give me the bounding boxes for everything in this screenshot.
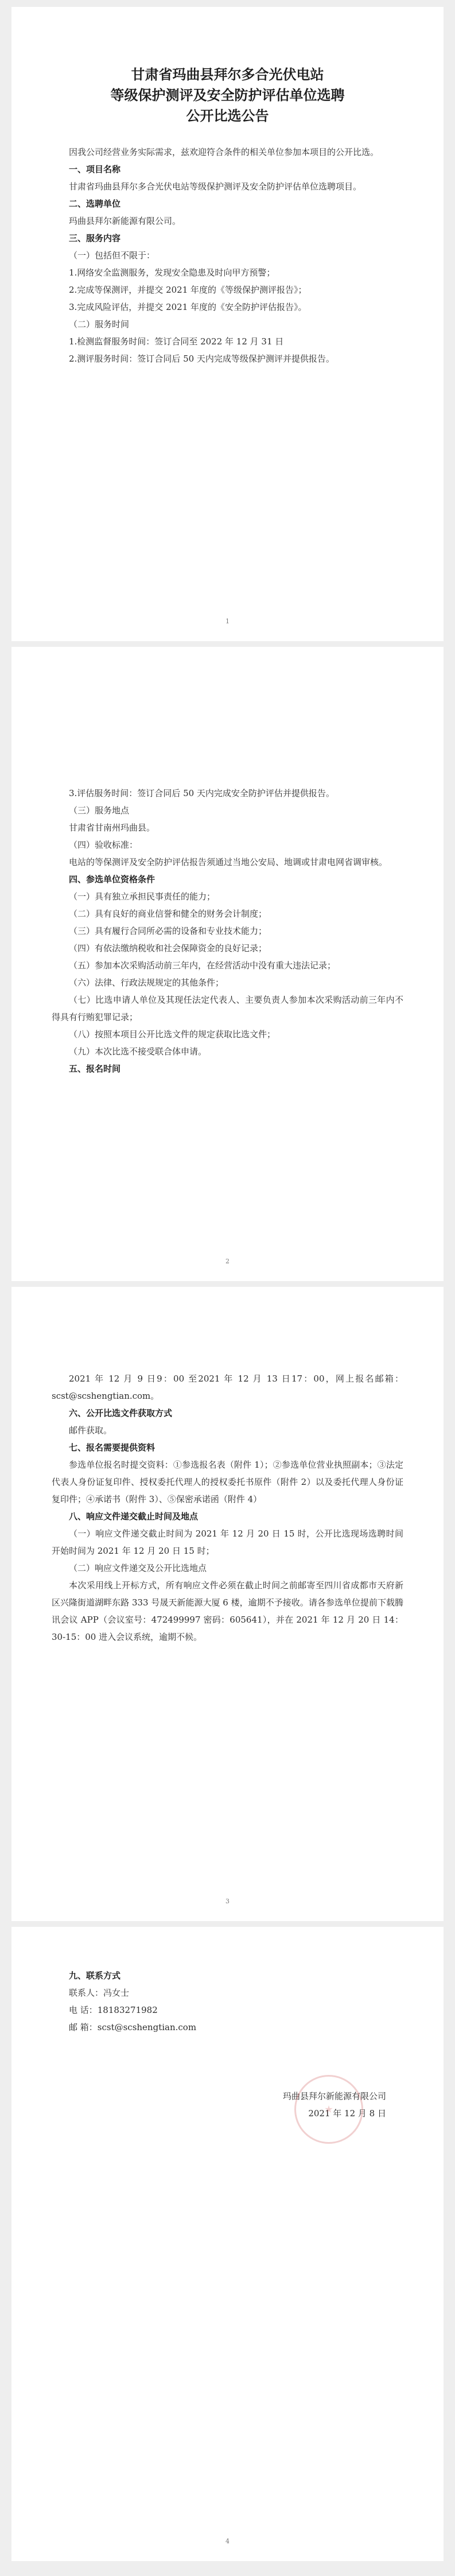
section-heading: 五、报名时间	[69, 1064, 121, 1074]
paragraph: 2.测评服务时间：签订合同后 50 天内完成等级保护测评并提供报告。	[69, 354, 335, 364]
signature-company: 玛曲县拜尔新能源有限公司	[282, 2091, 386, 2101]
contact-email: 邮 箱：scst@scshengtian.com	[69, 2022, 197, 2032]
paragraph: （九）本次比选不接受联合体申请。	[69, 1046, 207, 1057]
page-3-body	[52, 1370, 403, 1646]
page-number: 4	[225, 2538, 230, 2545]
document-page-4	[11, 1927, 444, 2561]
paragraph: （一）具有独立承担民事责任的能力；	[69, 891, 216, 902]
contact-heading: 九、联系方式	[69, 1970, 121, 1981]
paragraph: （三）具有履行合同所必需的设备和专业技术能力；	[69, 926, 267, 936]
document-page-1	[11, 7, 444, 641]
page-number: 3	[225, 1898, 230, 1905]
section-heading: 四、参选单位资格条件	[69, 874, 155, 884]
paragraph: （四）验收标准：	[69, 840, 138, 850]
paragraph: （一）包括但不限于：	[69, 250, 155, 261]
paragraph: 因我公司经营业务实际需求，兹欢迎符合条件的相关单位参加本项目的公开比选。	[69, 147, 379, 157]
paragraph: （四）有依法缴纳税收和社会保障资金的良好记录；	[69, 943, 267, 953]
paragraph: 3.完成风险评估，并提交 2021 年度的《安全防护评估报告》。	[69, 302, 307, 312]
title-line: 等级保护测评及安全防护评估单位选聘	[110, 87, 345, 103]
contact-person: 联系人：冯女士	[69, 1988, 130, 1998]
title-line: 甘肃省玛曲县拜尔多合光伏电站	[131, 66, 324, 83]
section-heading: 三、服务内容	[69, 233, 121, 243]
paragraph: （七）比选申请人单位及其现任法定代表人、主要负责人参加本次采购活动前三年内不得具有行贿犯罪记录；	[52, 995, 403, 1022]
paragraph: （二）服务时间	[69, 319, 130, 329]
paragraph: （二）响应文件递交及公开比选地点	[69, 1563, 207, 1573]
signature-date: 2021 年 12 月 8 日	[308, 2108, 386, 2119]
section-heading: 七、报名需要提供资料	[69, 1442, 155, 1453]
section-heading: 六、公开比选文件获取方式	[69, 1408, 173, 1418]
paragraph: （六）法律、行政法规规定的其他条件；	[69, 977, 224, 988]
paragraph: 参选单位报名时提交资料：①参选报名表（附件 1）；②参选单位营业执照副本；③法定代表人身份证复印件、授权委托代理人的授权委托书原件（附件 2）以及委托代理人身份证复印件；④承诺书（附件 3）、⑤保密承诺函（附件 4）	[52, 1460, 403, 1504]
paragraph: 1.检测监督服务时间：签订合同至 2022 年 12 月 31 日	[69, 336, 284, 347]
paragraph: 电站的等保测评及安全防护评估报告须通过当地公安局、地调或甘肃电网省调审核。	[69, 857, 388, 867]
page-1-body	[52, 143, 403, 367]
paragraph: 邮件获取。	[69, 1425, 112, 1436]
company-seal	[294, 2075, 363, 2144]
paragraph: 本次采用线上开标方式，所有响应文件必须在截止时间之前邮寄至四川省成都市天府新区兴隆街道湖畔东路 333 号晟天新能源大厦 6 楼，逾期不予接收。请各参选单位提前下载腾讯会议 APP（会议室号：472499997 密码：605641），并在 2021 年 12 月 20 日 14：30-15：00 进入会议系统，逾期不候。	[52, 1580, 403, 1642]
paragraph: 甘肃省玛曲县拜尔多合光伏电站等级保护测评及安全防护评估单位选聘项目。	[69, 181, 362, 192]
paragraph: 2.完成等保测评，并提交 2021 年度的《等级保护测评报告》；	[69, 285, 307, 295]
paragraph: 3.评估服务时间：签订合同后 50 天内完成安全防护评估并提供报告。	[69, 788, 335, 798]
page-number: 2	[225, 1258, 230, 1265]
paragraph: 玛曲县拜尔新能源有限公司。	[69, 216, 181, 226]
page-number: 1	[225, 618, 230, 625]
section-heading: 八、响应文件递交截止时间及地点	[69, 1511, 199, 1522]
title-line: 公开比选公告	[186, 107, 269, 124]
paragraph: 1.网络安全监测服务，发现安全隐患及时向甲方预警；	[69, 267, 275, 278]
document-page-2	[11, 647, 444, 1281]
paragraph: （三）服务地点	[69, 805, 130, 816]
contact-phone: 电 话：18183271982	[69, 2005, 158, 2015]
document-page-3	[11, 1287, 444, 1921]
paragraph: （一）响应文件递交截止时间为 2021 年 12 月 20 日 15 时，公开比选现场选聘时间开始时间为 2021 年 12 月 20 日 15 时；	[52, 1528, 403, 1556]
paragraph: 2021 年 12 月 9 日9：00 至2021 年 12 月 13 日17：00，网上报名邮箱：scst@scshengtian.com。	[52, 1374, 403, 1401]
paragraph: （二）具有良好的商业信誉和健全的财务会计制度；	[69, 909, 267, 919]
section-heading: 一、项目名称	[69, 164, 121, 174]
paragraph: （八）按照本项目公开比选文件的规定获取比选文件；	[69, 1029, 276, 1039]
paragraph: （五）参加本次采购活动前三年内，在经营活动中没有重大违法记录；	[69, 960, 336, 971]
document-title	[52, 64, 403, 126]
page-2-body	[52, 785, 403, 1077]
paragraph: 甘肃省甘南州玛曲县。	[69, 823, 155, 833]
section-heading: 二、选聘单位	[69, 199, 121, 209]
